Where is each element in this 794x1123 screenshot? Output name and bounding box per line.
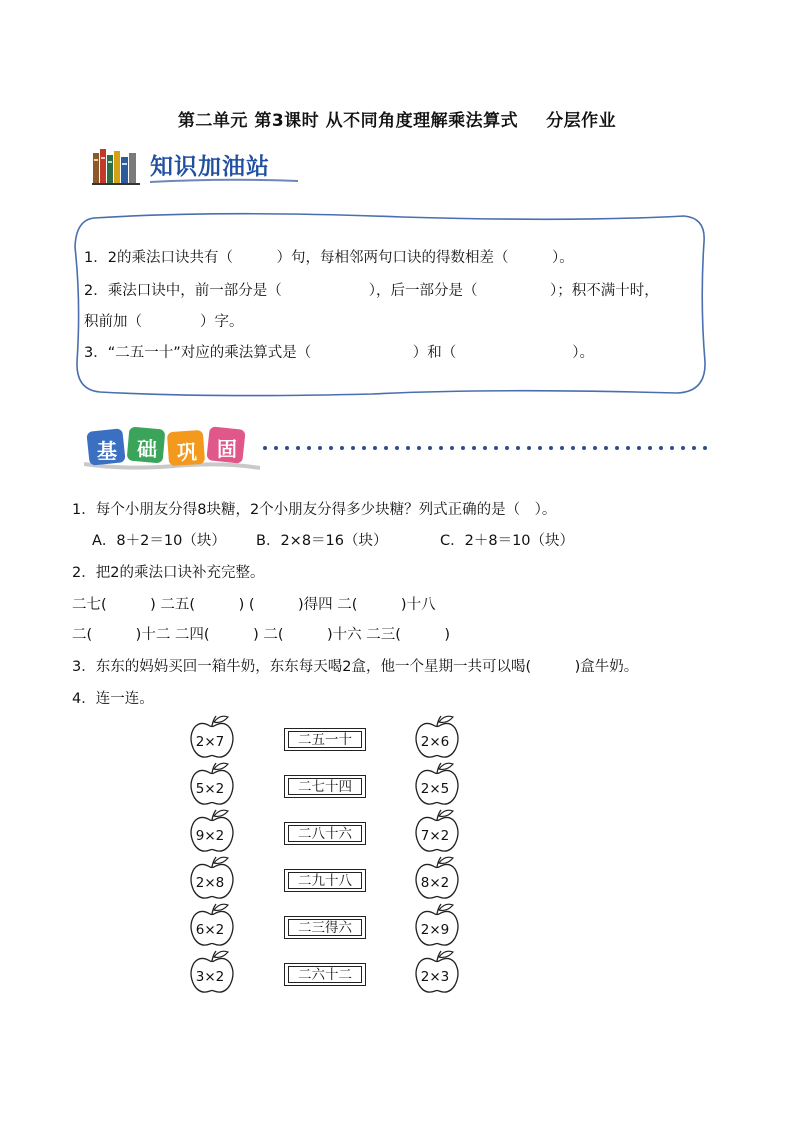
- right-apple-4[interactable]: [413, 855, 461, 903]
- right-apple-2[interactable]: [413, 761, 461, 809]
- q1-option-b: B．2×8＝16（块）: [256, 533, 388, 549]
- apple-label: 9×2: [195, 828, 225, 844]
- left-apple-4[interactable]: [188, 855, 236, 903]
- knowledge-line-2: 2．乘法口诀中，前一部分是（ ），后一部分是（ ）；积不满十时，: [84, 283, 659, 299]
- formula-box-3[interactable]: [284, 822, 366, 845]
- formula-box-label: 二六十二: [288, 966, 362, 983]
- question-2: 2．把2的乘法口诀补充完整。: [72, 565, 265, 581]
- right-apple-1[interactable]: [413, 714, 461, 762]
- left-apple-1[interactable]: [188, 714, 236, 762]
- apple-label: 2×7: [195, 734, 225, 750]
- knowledge-header: 知识加油站: [150, 154, 270, 180]
- right-apple-5[interactable]: [413, 902, 461, 950]
- page-title-suffix: 分层作业: [546, 111, 617, 131]
- knowledge-line-1: 1．2的乘法口诀共有（ ）句，每相邻两句口诀的得数相差（ ）。: [84, 250, 574, 266]
- formula-box-2[interactable]: [284, 775, 366, 798]
- q2-row-2: 二( )十二 二四( ) 二( )十六 二三( ): [72, 627, 451, 643]
- formula-box-label: 二五一十: [288, 731, 362, 748]
- apple-label: 2×8: [195, 875, 225, 891]
- apple-label: 3×2: [195, 969, 225, 985]
- question-4: 4．连一连。: [72, 691, 154, 707]
- formula-box-label: 二七十四: [288, 778, 362, 795]
- apple-label: 2×5: [420, 781, 450, 797]
- q1-option-c: C．2＋8＝10（块）: [440, 533, 575, 549]
- foundation-char-2: 础: [137, 437, 157, 461]
- foundation-char-1: 基: [97, 439, 117, 463]
- foundation-char-3: 巩: [177, 440, 197, 464]
- apple-label: 2×6: [420, 734, 450, 750]
- question-3: 3．东东的妈妈买回一箱牛奶，东东每天喝2盒，他一个星期一共可以喝( )盒牛奶。: [72, 659, 639, 675]
- books-icon: [92, 147, 140, 185]
- apple-label: 2×3: [420, 969, 450, 985]
- dotted-divider: [262, 445, 712, 451]
- left-apple-3[interactable]: [188, 808, 236, 856]
- q2-row-1: 二七( ) 二五( ) ( )得四 二( )十八: [72, 597, 436, 613]
- question-1: 1．每个小朋友分得8块糖，2个小朋友分得多少块糖？列式正确的是（ ）。: [72, 502, 557, 518]
- q1-option-a: A．8＋2＝10（块）: [92, 533, 226, 549]
- formula-box-6[interactable]: [284, 963, 366, 986]
- formula-box-1[interactable]: [284, 728, 366, 751]
- knowledge-box-border: [72, 212, 708, 397]
- left-apple-2[interactable]: [188, 761, 236, 809]
- apple-label: 5×2: [195, 781, 225, 797]
- page-title-main: 第二单元 第3课时 从不同角度理解乘法算式: [177, 111, 519, 131]
- formula-box-label: 二三得六: [288, 919, 362, 936]
- left-apple-6[interactable]: [188, 949, 236, 997]
- formula-box-label: 二九十八: [288, 872, 362, 889]
- foundation-header: [84, 424, 264, 470]
- formula-box-5[interactable]: [284, 916, 366, 939]
- page-title: [0, 106, 794, 131]
- formula-box-label: 二八十六: [288, 825, 362, 842]
- knowledge-line-3: 积前加（ ）字。: [84, 314, 244, 330]
- apple-label: 8×2: [420, 875, 450, 891]
- apple-label: 6×2: [195, 922, 225, 938]
- foundation-char-4: 固: [217, 437, 237, 461]
- right-apple-6[interactable]: [413, 949, 461, 997]
- apple-label: 2×9: [420, 922, 450, 938]
- header-underline: [148, 178, 300, 184]
- formula-box-4[interactable]: [284, 869, 366, 892]
- apple-label: 7×2: [420, 828, 450, 844]
- knowledge-line-4: 3．“二五一十”对应的乘法算式是（ ）和（ ）。: [84, 345, 594, 361]
- right-apple-3[interactable]: [413, 808, 461, 856]
- left-apple-5[interactable]: [188, 902, 236, 950]
